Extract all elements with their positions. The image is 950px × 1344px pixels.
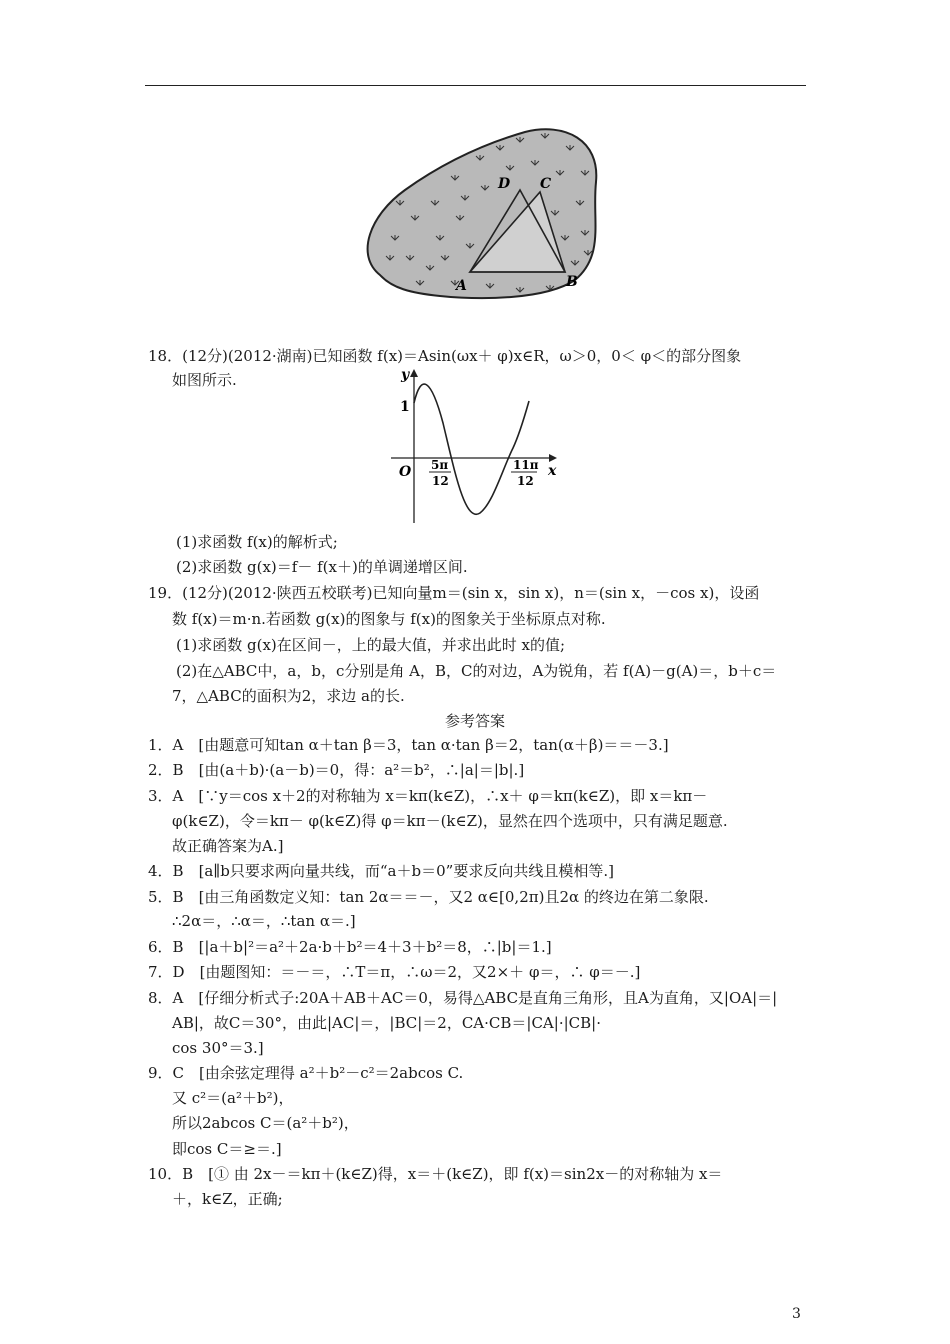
answer-9-line2: 又 c²＝(a²＋b²)， — [172, 1089, 294, 1107]
sine-graph — [385, 363, 565, 528]
p19-q2a: (2)在△ABC中，a，b，c分别是角 A，B，C的对边，A为锐角，若 f(A)－g(A)＝，b＋c＝ — [176, 662, 777, 680]
axis-y-label: y — [401, 367, 410, 383]
p18-q1: (1)求函数 f(x)的解析式; — [176, 533, 338, 551]
x-tick2-den: 12 — [517, 474, 534, 488]
answer-4: 4．B [a∥b只要求两向量共线，而“a＋b＝0”要求反向共线且模相等.] — [148, 862, 614, 880]
answer-6: 6．B [|a＋b|²＝a²＋2a·b＋b²＝4＋3＋b²＝8，∴|b|＝1.] — [148, 938, 552, 956]
answer-9-line4: 即cos C＝≥＝.] — [172, 1140, 282, 1158]
y-tick-1: 1 — [400, 399, 410, 415]
header-rule — [145, 85, 806, 86]
answer-5-line2: ∴2α＝，∴α＝，∴tan α＝.] — [172, 912, 356, 930]
x-tick1-den: 12 — [432, 474, 449, 488]
answer-8-line3: cos 30°＝3.] — [172, 1039, 264, 1057]
p19-q1: (1)求函数 g(x)在区间－，上的最大值，并求出此时 x的值; — [176, 636, 566, 654]
label-c: C — [540, 176, 552, 192]
field-figure — [360, 120, 620, 300]
page-number: 3 — [792, 1306, 801, 1322]
p18-line1: 18．(12分)(2012·湖南)已知函数 f(x)＝Asin(ωx＋ φ)x∈R，ω＞0，0＜ φ＜的部分图象 — [148, 347, 742, 365]
answers-title: 参考答案 — [444, 712, 505, 730]
answer-8-line1: 8．A [仔细分析式子:20A＋AB＋AC＝0，易得△ABC是直角三角形，且A为直角，又|OA|＝| — [148, 989, 778, 1007]
label-d: D — [498, 176, 511, 192]
answer-5-line1: 5．B [由三角函数定义知：tan 2α＝＝－，又2 α∈[0,2π)且2α 的终边在第二象限. — [148, 888, 709, 906]
answer-9-line1: 9．C [由余弦定理得 a²＋b²－c²＝2abcos C. — [148, 1064, 464, 1082]
axis-x-label: x — [548, 463, 557, 479]
p19-line2: 数 f(x)＝m·n.若函数 g(x)的图象与 f(x)的图象关于坐标原点对称. — [172, 610, 606, 628]
p19-q2b: 7，△ABC的面积为2，求边 a的长. — [172, 687, 405, 705]
label-b: B — [566, 274, 578, 290]
x-tick2-num: 11π — [513, 458, 539, 472]
answer-3-line1: 3．A [∵y＝cos x＋2的对称轴为 x＝kπ(k∈Z)，∴x＋ φ＝kπ(k∈Z)，即 x＝kπ－ — [148, 787, 708, 805]
answer-2: 2．B [由(a＋b)·(a－b)＝0，得：a²＝b²，∴|a|＝|b|.] — [148, 761, 525, 779]
answer-7: 7．D [由题图知：＝－＝，∴T＝π，∴ω＝2，又2×＋ φ＝，∴ φ＝－.] — [148, 963, 641, 981]
answer-9-line3: 所以2abcos C＝(a²＋b²)， — [172, 1114, 359, 1132]
origin-label: O — [399, 464, 412, 480]
p19-line1: 19．(12分)(2012·陕西五校联考)已知向量m＝(sin x，sin x)，n＝(sin x，－cos x)，设函 — [148, 584, 760, 602]
answer-3-line3: 故正确答案为A.] — [172, 837, 284, 855]
answer-10-line1: 10．B [① 由 2x－＝kπ＋(k∈Z)得，x＝＋(k∈Z)，即 f(x)＝sin2x－的对称轴为 x＝ — [148, 1165, 723, 1183]
label-a: A — [456, 278, 467, 294]
answer-10-line2: ＋，k∈Z，正确; — [172, 1190, 283, 1208]
answer-1: 1．A [由题意可知tan α＋tan β＝3，tan α·tan β＝2，tan(α＋β)＝＝－3.] — [148, 736, 669, 754]
p18-q2: (2)求函数 g(x)＝f－ f(x＋)的单调递增区间. — [176, 558, 468, 576]
answer-8-line2: AB|，故C＝30°，由此|AC|＝，|BC|＝2，CA·CB＝|CA|·|CB|· — [172, 1014, 601, 1032]
x-tick1-num: 5π — [431, 458, 449, 472]
sine-curve — [414, 384, 529, 514]
answer-3-line2: φ(k∈Z)，令＝kπ－ φ(k∈Z)得 φ＝kπ－(k∈Z)，显然在四个选项中，只有满足题意. — [172, 812, 728, 830]
p18-line2: 如图所示. — [172, 371, 237, 389]
